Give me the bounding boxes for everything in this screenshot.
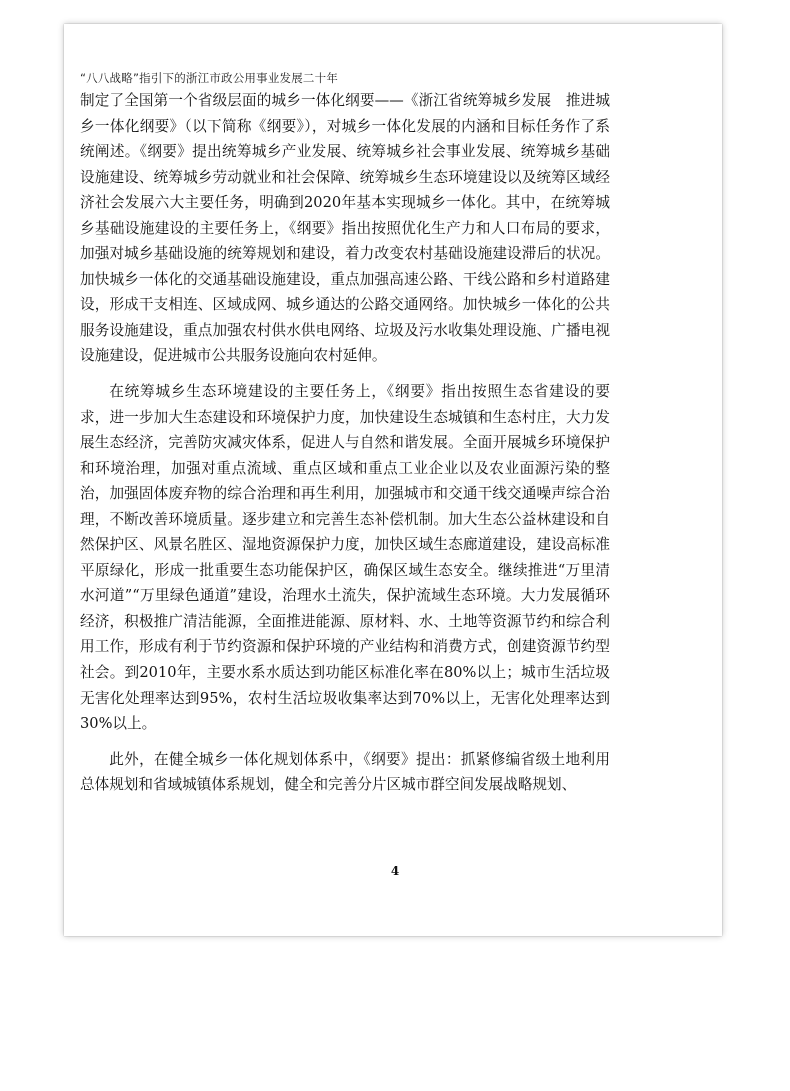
page-number: 4 <box>390 864 400 878</box>
paragraph-continuation: 制定了全国第一个省级层面的城乡一体化纲要——《浙江省统筹城乡发展 推进城乡一体化纲要》（以下简称《纲要》），对城乡一体化发展的内涵和目标任务作了系统阐述。《纲要》提出统筹城乡产业发展、统筹城乡社会事业发展、统筹城乡基础设施建设、统筹城乡劳动就业和社会保障、统筹城乡生态环境建设以及统筹区域经济社会发展六大主要任务，明确到2020年基本实现城乡一体化。其中，在统筹城乡基础设施建设的主要任务上，《纲要》指出按照优化生产力和人口布局的要求，加强对城乡基础设施的统筹规划和建设，着力改变农村基础设施建设滞后的状况。加快城乡一体化的交通基础设施建设，重点加强高速公路、干线公路和乡村道路建设，形成干支相连、区域成网、城乡通达的公路交通网络。加快城乡一体化的公共服务设施建设，重点加强农村供水供电网络、垃圾及污水收集处理设施、广播电视设施建设，促进城市公共服务设施向农村延伸。 <box>80 92 610 365</box>
paragraph-planning: 此外，在健全城乡一体化规划体系中，《纲要》提出：抓紧修编省级土地利用总体规划和省域城镇体系规划，健全和完善分片区城市群空间发展战略规划、 <box>80 750 610 794</box>
running-header: “八八战略”指引下的浙江市政公用事业发展二十年 <box>80 71 339 85</box>
paragraph-ecology: 在统筹城乡生态环境建设的主要任务上，《纲要》指出按照生态省建设的要求，进一步加大生态建设和环境保护力度，加快建设生态城镇和生态村庄，大力发展生态经济，完善防灾减灾体系，促进人与自然和谐发展。全面开展城乡环境保护和环境治理，加强对重点流域、重点区域和重点工业企业以及农业面源污染的整治，加强固体废弃物的综合治理和再生利用，加强城市和交通干线交通噪声综合治理，不断改善环境质量。逐步建立和完善生态补偿机制。加大生态公益林建设和自然保护区、风景名胜区、湿地资源保护力度，加快区域生态廊道建设，建设高标准平原绿化，形成一批重要生态功能保护区，确保区域生态安全。继续推进“万里清水河道”“万里绿色通道”建设，治理水土流失，保护流域生态环境。大力发展循环经济，积极推广清洁能源，全面推进能源、原材料、水、土地等资源节约和综合利用工作，形成有利于节约资源和保护环境的产业结构和消费方式，创建资源节约型社会。到2010年，主要水系水质达到功能区标准化率在80%以上；城市生活垃圾无害化处理率达到95%，农村生活垃圾收集率达到70%以上，无害化处理率达到30%以上。 <box>80 383 610 733</box>
body-text <box>80 88 610 808</box>
